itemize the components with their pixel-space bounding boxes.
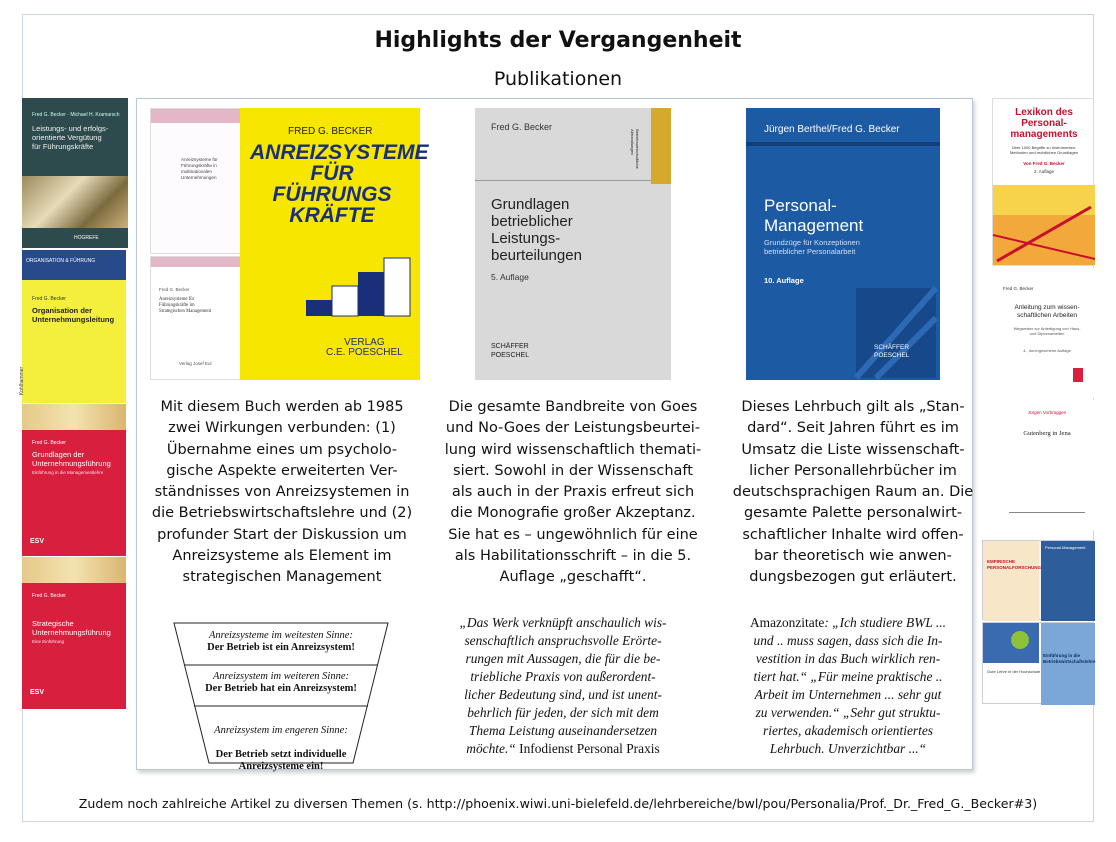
cover-photo-strip <box>22 404 126 430</box>
cover-photo-strip <box>22 557 126 583</box>
review-quote-text: „Das Werk verknüpft anschaulich wis- senschaftlich anspruchsvolle Erörte- rungen mit Aussagen, die für die be- triebliche Praxis von außerordent- licher Bedeutung sind, und ist unent- behrlich für jeden, der sich mit dem Thema Leistung auseinandersetzen möchte.“ <box>459 615 667 756</box>
cover-title: Gute Lehre in der Hochschule <box>987 669 1041 674</box>
funnel-level-3-heading: Anreizsystem im engeren Sinne: <box>214 725 348 736</box>
cover-rule <box>1009 512 1085 513</box>
cover-publisher: SCHÄFFER POESCHEL <box>491 343 530 359</box>
cover-edition: 10. Auflage <box>764 276 804 285</box>
eul-logo <box>1073 368 1083 382</box>
cover-publisher: VERLAG C.E. POESCHEL <box>326 337 403 358</box>
cover-title-2: Personal-Management <box>1045 545 1086 550</box>
cover-anleitung-wissenschaftliches-arbeiten <box>995 268 1094 398</box>
cover-organisation-unternehmungsleitung <box>19 250 126 403</box>
cover-author: Jürgen Berthel/Fred G. Becker <box>764 124 900 135</box>
apple-icon <box>1011 631 1029 649</box>
cover-author: Fred G. Becker <box>159 287 190 292</box>
book-1-description: Mit diesem Buch werden ab 1985 zwei Wirkungen verbunden: (1) Übernahme eines um psycholo- gische Aspekte erweiterten Ver- ständnisses von Anreizsystemen in die Betriebswirtschaftslehre und (2) profunder Start der Diskussion um Anreizsysteme als Element im strategischen Management <box>151 399 413 586</box>
cover-anreizsysteme-fuer-fuehrungskraefte <box>240 108 429 380</box>
cover-title: Personal- Management <box>764 196 864 235</box>
cover-lexikon-personalmanagements <box>992 98 1094 266</box>
review-quote-source: Infodienst Personal Praxis <box>519 741 660 756</box>
cover-anreizsysteme-multinational <box>150 108 242 254</box>
cover-personal-management <box>746 108 940 380</box>
funnel-level-1 <box>182 630 380 654</box>
cover-subtitle: Grundzüge für Konzeptionen betrieblicher Personalarbeit <box>764 238 860 256</box>
cover-top-band <box>151 109 243 123</box>
cover-pattern <box>856 288 936 378</box>
cover-title: Anreizsysteme für Führungskräfte in multinationalen Unternehmungen <box>181 157 218 180</box>
footer-note: Zudem noch zahlreiche Artikel zu diversen Themen (s. http://phoenix.wiwi.uni-bielefeld.de/lehrbereiche/bwl/pou/Personalia/Prof._Dr._Fred_G._Becker#3) <box>78 796 1038 811</box>
cover-edition: 4., durchgesehene Auflage <box>1023 348 1071 353</box>
slide-subtitle: Publikationen <box>493 68 623 90</box>
cover-dark-band <box>746 142 940 146</box>
amazon-quote-label: Amazonzitate <box>750 615 825 630</box>
cover-einfuehrung-bwl <box>982 622 1094 704</box>
cover-title: EMPIRISCHE PERSONALFORSCHUNG <box>987 559 1042 570</box>
cover-title: Anreizsysteme für Führungskräfte im Strategischen Management <box>159 297 212 314</box>
funnel-level-3-statement: Der Betrieb setzt individuelle Anreizsysteme ein! <box>215 749 347 772</box>
funnel-level-2 <box>188 671 374 695</box>
funnel-level-2-statement: Der Betrieb hat ein Anreizsystem! <box>205 683 357 694</box>
cover-title: Grundlagen betrieblicher Leistungs- beurteilungen <box>491 196 582 264</box>
book-2-review-quote <box>440 614 686 758</box>
funnel-level-1-heading: Anreizsysteme im weitesten Sinne: <box>209 630 353 641</box>
cover-title: Strategische Unternehmungsführung <box>32 619 111 637</box>
cover-subtitle: Eine Einführung <box>32 639 65 644</box>
cover-title: Leistungs- und erfolgs- orientierte Vergütung für Führungskräfte <box>32 124 109 151</box>
cover-publisher: ESV <box>30 538 45 545</box>
cover-subtitle: Einführung in die Managementlehre <box>32 470 104 475</box>
cover-publisher: Kohlhammer <box>19 366 26 396</box>
cover-leistungs-verguetung <box>22 98 128 248</box>
funnel-level-1-statement: Der Betrieb ist ein Anreizsystem! <box>207 642 355 653</box>
cover-right-half <box>1041 541 1095 621</box>
cover-author: Fred G. Becker <box>1003 286 1034 291</box>
cover-author: Fred G. Becker <box>491 122 553 132</box>
cover-title-2: Einführung in die Betriebswirtschaftslehre <box>1043 653 1096 664</box>
cover-author: Fred G. Becker <box>32 440 66 446</box>
cover-title: Gutenberg in Jena <box>1023 430 1071 437</box>
slide-title: Highlights der Vergangenheit <box>374 28 742 53</box>
cover-author: Fred G. Becker <box>32 296 66 302</box>
cover-subtitle: Wegweiser zur Anfertigung von Haus- und Diplomarbeiten <box>1013 326 1081 336</box>
funnel-level-2-heading: Anreizsystem im weiteren Sinne: <box>213 671 349 682</box>
cover-band <box>22 250 126 280</box>
cover-publisher: Verlag Josef Eul <box>179 361 212 366</box>
cover-anreizsysteme-strategisches-management <box>150 256 242 380</box>
cover-publisher: SCHÄFFER POESCHEL <box>874 344 910 359</box>
cover-grundlagen-unternehmungsfuehrung <box>22 404 126 556</box>
cover-empirische-personalforschung <box>982 540 1094 620</box>
cover-title: Lexikon des Personal- managements <box>1010 107 1078 140</box>
cover-title: Organisation der Unternehmungsleitung <box>32 306 115 324</box>
cover-spine-band <box>651 108 671 184</box>
cover-grundlagen-leistungsbeurteilungen <box>475 108 671 380</box>
cover-title: Grundlagen der Unternehmungsführung <box>32 450 111 468</box>
cover-author: Von Fred G. Becker <box>1023 161 1065 166</box>
cover-series: Betriebswirtschaftliche Abhandlungen <box>629 129 640 169</box>
cover-strategische-unternehmungsfuehrung <box>22 557 126 709</box>
cover-edition: 2. Auflage <box>1033 169 1055 174</box>
book-3-amazon-quotes <box>730 614 966 758</box>
cover-title: Anleitung zum wissen- schaftlichen Arbeiten <box>1014 304 1080 319</box>
cover-title: ANREIZSYSTEME FÜR FÜHRUNGS KRÄFTE <box>250 141 429 227</box>
cover-author: Fred G. Becker <box>32 593 66 599</box>
cover-author: FRED G. BECKER <box>288 126 373 137</box>
cover-top-band <box>151 257 243 267</box>
cover-left-half <box>983 541 1042 621</box>
cover-publisher: ESV <box>30 689 45 696</box>
cover-edition: 5. Auflage <box>491 272 529 282</box>
cover-rule <box>475 180 651 181</box>
lexikon-graphic <box>993 185 1095 265</box>
funnel-level-3 <box>196 713 366 785</box>
amazon-quote-text: : „Ich studiere BWL ... und .. muss sagen, dass sich die In- vestition in das Buch wirklich ren- tiert hat.“ „Für meine praktische .. Arbeit im Unternehmen ... sehr gut zu verwenden.“ „Sehr gut struktu- riertes, akademisch orientiertes Lehrbuch. Unverzichtbar ...“ <box>753 615 946 756</box>
cover-series: ORGANISATION & FÜHRUNG <box>26 258 96 264</box>
staircase-graphic <box>306 256 416 316</box>
cover-author: Jürgen Vorbrüggen <box>1027 410 1067 415</box>
book-2-description: Die gesamte Bandbreite von Goes und No-Goes der Leistungsbeurtei- lung wird wissenschaftlich themati- siert. Sowohl in der Wissenschaft als auch in der Praxis erfreut sich die Monografie großer Akzeptanz. Sie hat es – ungewöhnlich für eine als Habilitationsschrift – in die 5. Auflage „geschafft“. <box>444 399 702 586</box>
cover-publisher: HOGREFE <box>74 235 99 241</box>
cover-right-half <box>1041 623 1095 705</box>
cover-subtitle: Über 1000 Begriffe zu Instrumenten, Methoden und rechtlichen Grundlagen <box>1009 145 1079 155</box>
book-3-description: Dieses Lehrbuch gilt als „Stan- dard“. Seit Jahren führt es im Umsatz die Liste wissenschaft- licher Personallehrbücher im deutschsprachigen Raum an. Die gesamte Palette personalwirt- schaftlicher Inhalte wird offen- bar theoretisch wie anwen- dungsbezogen gut erläutert. <box>732 399 974 586</box>
coins-photo <box>22 176 128 228</box>
cover-author: Fred G. Becker · Michael H. Kramarsch <box>32 112 120 118</box>
cover-gutenberg-in-jena <box>995 400 1094 530</box>
